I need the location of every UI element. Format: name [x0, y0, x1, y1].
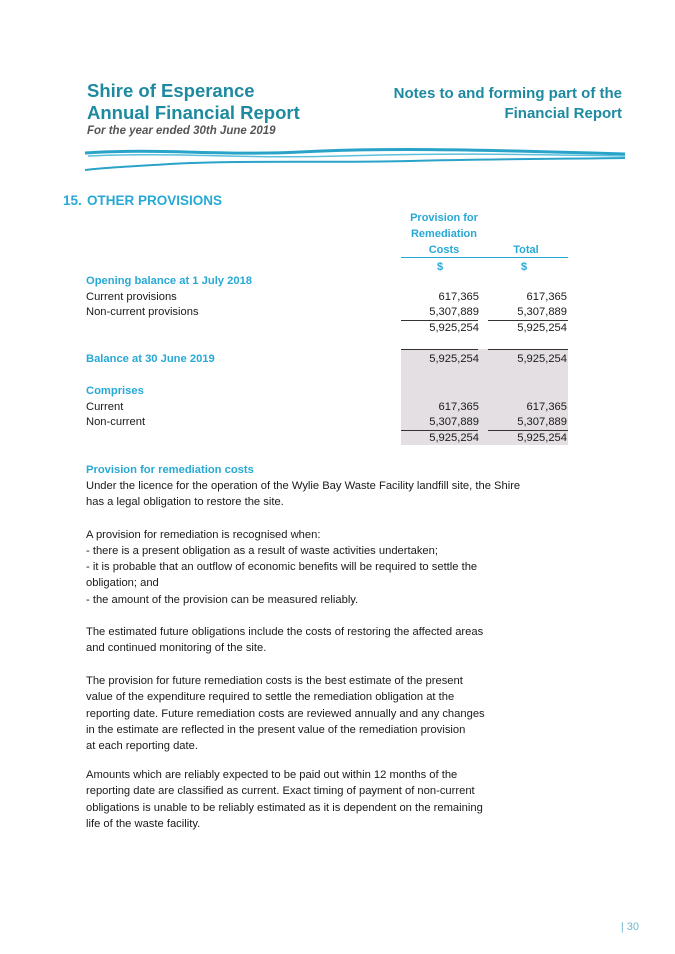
comprises-total-total: 5,925,254 — [517, 432, 567, 444]
comprises-total-remediation: 5,925,254 — [429, 432, 479, 444]
recognition-item: - it is probable that an outflow of economic benefits will be required to settle the obligation; and — [86, 561, 478, 590]
row-value-total: 5,307,889 — [517, 416, 567, 428]
row-label: Non-current — [86, 416, 146, 428]
row-value-total: 617,365 — [526, 401, 567, 413]
balance-remediation: 5,925,254 — [429, 353, 479, 365]
col1-unit: $ — [436, 261, 444, 273]
notes-paragraph: Amounts which are reliably expected to be paid out within 12 months of the reporting date are classified as current. Exact timing of payment of non-current obligations is unable to be reliably estimated as it is dependent on the remaining life of the waste facility. — [86, 769, 483, 830]
notes-heading: Provision for remediation costs — [86, 464, 254, 476]
opening-total-remediation: 5,925,254 — [429, 322, 479, 334]
organisation-name: Shire of Esperance — [87, 80, 255, 101]
row-value-remediation: 5,307,889 — [429, 306, 479, 318]
balance-label: Balance at 30 June 2019 — [86, 353, 215, 365]
header-rule — [401, 257, 568, 258]
row-label: Non-current provisions — [86, 306, 199, 318]
recognition-intro: A provision for remediation is recognised when: — [86, 529, 321, 541]
row-value-remediation: 5,307,889 — [429, 416, 479, 428]
row-label: Current — [86, 401, 124, 413]
notes-paragraph: Under the licence for the operation of the Wylie Bay Waste Facility landfill site, the Shire has a legal obligation to restore the site. — [86, 480, 521, 509]
report-period: For the year ended 30th June 2019 — [87, 125, 276, 137]
col-header-line: Remediation — [410, 228, 477, 240]
col-header-remediation-costs — [394, 210, 494, 258]
row-value-remediation: 617,365 — [438, 291, 479, 303]
header-wave-decoration — [80, 140, 630, 176]
row-label: Current provisions — [86, 291, 177, 303]
notes-title — [322, 84, 622, 124]
row-value-remediation: 617,365 — [438, 401, 479, 413]
page-number: | 30 — [620, 921, 639, 933]
recognition-item: - there is a present obligation as a result of waste activities undertaken; — [86, 545, 438, 557]
balance-rule — [488, 349, 568, 350]
comprises-heading: Comprises — [86, 385, 144, 397]
notes-paragraph: The estimated future obligations include the costs of restoring the affected areas and continued monitoring of the site. — [86, 626, 484, 655]
recognition-item: - the amount of the provision can be measured reliably. — [86, 594, 359, 606]
opening-total-total: 5,925,254 — [517, 322, 567, 334]
col-header-line: Costs — [428, 244, 460, 256]
balance-rule — [401, 349, 478, 350]
notes-title-line2: Financial Report — [504, 105, 622, 122]
col2-unit: $ — [520, 261, 528, 273]
notes-title-line1: Notes to and forming part of the — [393, 85, 622, 102]
col-header-total: Total — [513, 244, 539, 256]
row-value-total: 617,365 — [526, 291, 567, 303]
balance-total: 5,925,254 — [517, 353, 567, 365]
report-title: Annual Financial Report — [87, 102, 300, 123]
notes-paragraph: The provision for future remediation costs is the best estimate of the present value of the expenditure required to settle the remediation obligation at the reporting date. Future remediation costs are reviewed annually and any changes in the estimate are reflected in the present value of the remediation provision at each reporting date. — [86, 675, 485, 753]
row-value-total: 5,307,889 — [517, 306, 567, 318]
section-title: OTHER PROVISIONS — [87, 193, 223, 208]
section-number: 15. — [63, 193, 82, 208]
opening-balance-heading: Opening balance at 1 July 2018 — [86, 275, 253, 287]
col-header-line: Provision for — [410, 212, 478, 224]
